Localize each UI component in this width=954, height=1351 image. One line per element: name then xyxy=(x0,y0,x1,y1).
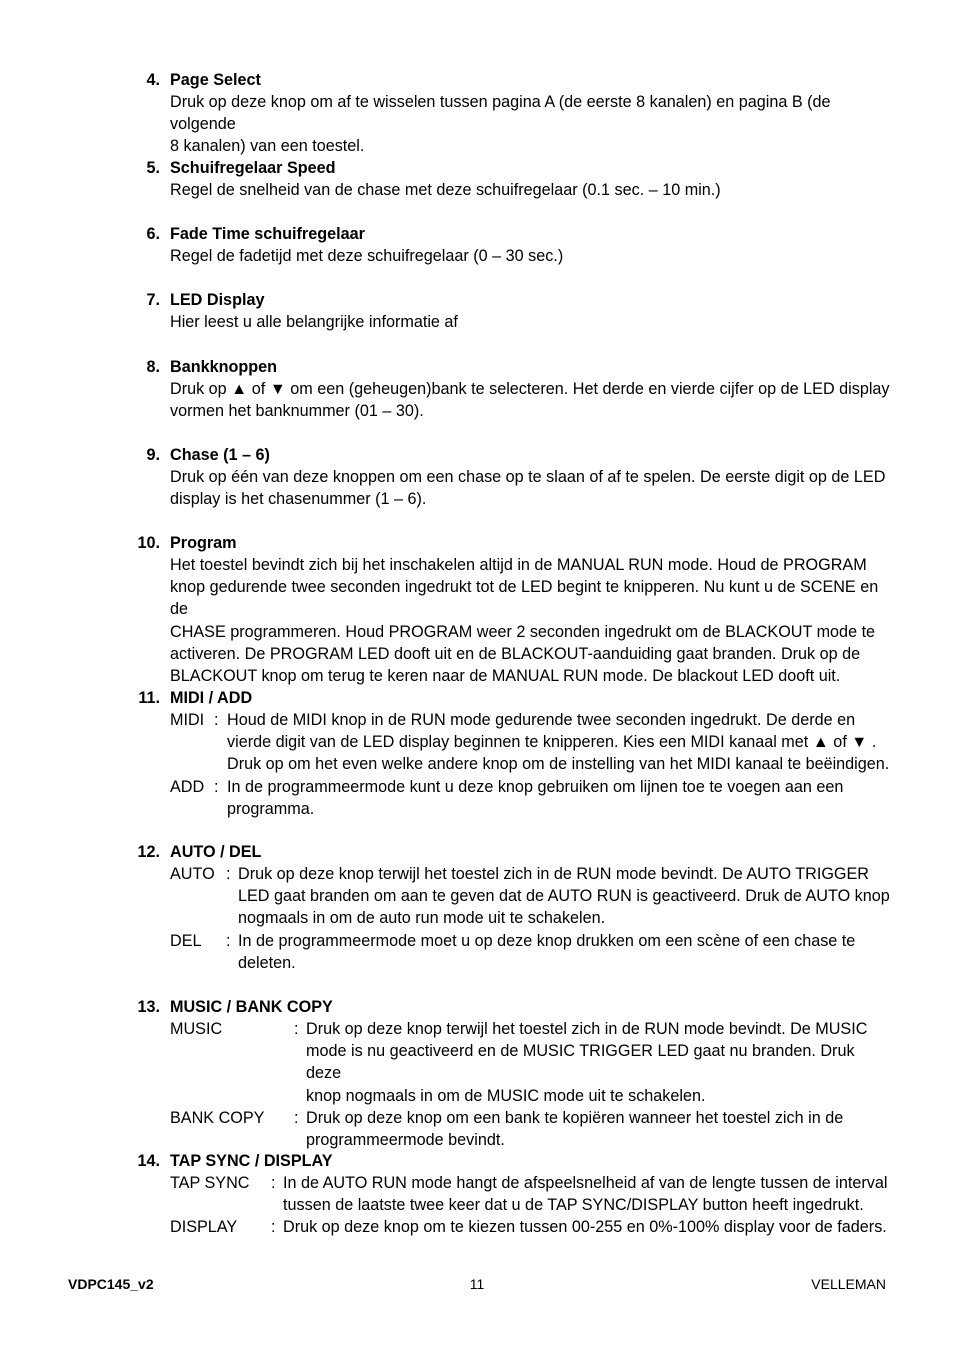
section-body xyxy=(170,311,890,333)
definition-line: mode is nu geactiveerd en de MUSIC TRIGGER LED gaat nu branden. Druk deze xyxy=(306,1042,855,1083)
body-line: 8 kanalen) van een toestel. xyxy=(170,137,365,156)
section-number: 7. xyxy=(146,291,160,309)
section-title: TAP SYNC / DISPLAY xyxy=(170,1152,333,1170)
definition-term: TAP SYNC xyxy=(170,1174,250,1192)
definition-colon: : xyxy=(214,711,219,729)
definition-list xyxy=(170,1018,890,1151)
section-number: 8. xyxy=(146,358,160,376)
section-body xyxy=(170,179,890,201)
definition-list xyxy=(170,1172,890,1239)
section-body xyxy=(170,554,890,687)
definition-line: Druk op deze knop terwijl het toestel zich in de RUN mode bevindt. De AUTO TRIGGER xyxy=(238,865,869,883)
definition-display xyxy=(170,1216,890,1238)
definition-auto xyxy=(170,863,890,930)
section-title: Schuifregelaar Speed xyxy=(170,159,336,177)
definition-line: tussen de laatste twee keer dat u de TAP SYNC/DISPLAY button heeft ingedrukt. xyxy=(283,1196,864,1215)
section-body xyxy=(170,378,890,422)
body-line: Druk op één van deze knoppen om een chase op te slaan of af te spelen. De eerste digit op de LED xyxy=(170,468,886,486)
section-number: 14. xyxy=(137,1152,160,1170)
body-line: Het toestel bevindt zich bij het inschakelen altijd in de MANUAL RUN mode. Houd de PROGRAM xyxy=(170,556,867,574)
section-number: 6. xyxy=(146,225,160,243)
body-line: Druk op deze knop om af te wisselen tussen pagina A (de eerste 8 kanalen) en pagina B (de volgende xyxy=(170,93,831,134)
section-title: Program xyxy=(170,534,237,552)
definition-line: Druk op om het even welke andere knop om de instelling van het MIDI kanaal te beëindigen. xyxy=(227,755,890,774)
definition-line: deleten. xyxy=(238,953,296,972)
definition-line: LED gaat branden om aan te geven dat de AUTO RUN is geactiveerd. Druk de AUTO knop xyxy=(238,887,890,906)
definition-line: In de AUTO RUN mode hangt de afspeelsnelheid af van de lengte tussen de interval xyxy=(283,1174,888,1192)
definition-bank-copy xyxy=(170,1107,890,1151)
body-line: knop gedurende twee seconden ingedrukt tot de LED begint te knipperen. Nu kunt u de SCENE en de xyxy=(170,578,879,619)
definition-tap-sync xyxy=(170,1172,890,1216)
definition-term: DEL xyxy=(170,931,202,950)
body-line: display is het chasenummer (1 – 6). xyxy=(170,490,427,509)
section-number: 13. xyxy=(137,998,160,1016)
definition-colon: : xyxy=(271,1174,276,1192)
section-title: MIDI / ADD xyxy=(170,689,253,707)
body-line: Hier leest u alle belangrijke informatie af xyxy=(170,313,458,331)
footer-model: VDPC145_v2 xyxy=(68,1276,154,1292)
definition-line: In de programmeermode moet u op deze knop drukken om een scène of een chase te xyxy=(238,931,856,950)
definition-term: ADD xyxy=(170,777,205,796)
footer-page-number: 11 xyxy=(469,1276,485,1292)
definition-list xyxy=(170,863,890,974)
definition-colon: : xyxy=(226,865,231,883)
section-title: LED Display xyxy=(170,291,265,309)
definition-line: In de programmeermode kunt u deze knop gebruiken om lijnen toe te voegen aan een xyxy=(227,777,844,796)
body-line: vormen het banknummer (01 – 30). xyxy=(170,402,424,421)
section-number: 9. xyxy=(146,446,160,464)
definition-term: BANK COPY xyxy=(170,1108,265,1127)
definition-line: Druk op deze knop terwijl het toestel zich in de RUN mode bevindt. De MUSIC xyxy=(306,1020,868,1038)
section-number: 4. xyxy=(146,71,160,89)
definition-term: MUSIC xyxy=(170,1020,223,1038)
body-line: CHASE programmeren. Houd PROGRAM weer 2 seconden ingedrukt om de BLACKOUT mode te xyxy=(170,622,876,641)
body-line: Regel de fadetijd met deze schuifregelaar (0 – 30 sec.) xyxy=(170,247,564,265)
definition-line: programma. xyxy=(227,799,315,818)
section-number: 12. xyxy=(137,843,160,861)
section-number: 5. xyxy=(146,159,160,177)
definition-colon: : xyxy=(214,777,219,796)
section-title: Bankknoppen xyxy=(170,358,278,376)
section-title: Chase (1 – 6) xyxy=(170,446,270,464)
definition-line: Druk op deze knop om een bank te kopiëren wanneer het toestel zich in de xyxy=(306,1108,844,1127)
definition-line: knop nogmaals in om de MUSIC mode uit te schakelen. xyxy=(306,1086,706,1105)
body-line: BLACKOUT knop om terug te keren naar de MANUAL RUN mode. De blackout LED dooft uit. xyxy=(170,667,841,686)
definition-music xyxy=(170,1018,890,1107)
section-title: MUSIC / BANK COPY xyxy=(170,998,333,1016)
definition-add xyxy=(170,776,890,820)
definition-line: Druk op deze knop om te kiezen tussen 00-255 en 0%-100% display voor de faders. xyxy=(283,1218,887,1237)
definition-term: MIDI xyxy=(170,711,205,729)
definition-colon: : xyxy=(271,1218,276,1237)
definition-term: AUTO xyxy=(170,865,215,883)
footer-brand: VELLEMAN xyxy=(811,1276,886,1292)
definition-term: DISPLAY xyxy=(170,1218,238,1237)
definition-del xyxy=(170,930,890,974)
section-title: Fade Time schuifregelaar xyxy=(170,225,365,243)
section-number: 11. xyxy=(138,689,160,707)
definition-line: Houd de MIDI knop in de RUN mode gedurende twee seconden ingedrukt. De derde en xyxy=(227,711,856,729)
definition-line: programmeermode bevindt. xyxy=(306,1131,505,1150)
definition-line: vierde digit van de LED display beginnen te knipperen. Kies een MIDI kanaal met ▲ of ▼ . xyxy=(227,733,877,752)
definition-line: nogmaals in om de auto run mode uit te schakelen. xyxy=(238,909,606,928)
body-line: activeren. De PROGRAM LED dooft uit en de BLACKOUT-aanduiding gaat branden. Druk op de xyxy=(170,644,861,663)
section-body xyxy=(170,245,890,267)
definition-midi xyxy=(170,709,890,776)
section-title: Page Select xyxy=(170,71,261,89)
body-line: Regel de snelheid van de chase met deze schuifregelaar (0.1 sec. – 10 min.) xyxy=(170,181,721,199)
definition-colon: : xyxy=(226,931,231,950)
definition-colon: : xyxy=(294,1108,299,1127)
section-number: 10. xyxy=(137,534,160,552)
definition-colon: : xyxy=(294,1020,299,1038)
definition-list xyxy=(170,709,890,820)
body-line: Druk op ▲ of ▼ om een (geheugen)bank te selecteren. Het derde en vierde cijfer op de LED display xyxy=(170,380,890,398)
section-body xyxy=(170,466,890,510)
section-body xyxy=(170,91,890,158)
section-title: AUTO / DEL xyxy=(170,843,262,861)
